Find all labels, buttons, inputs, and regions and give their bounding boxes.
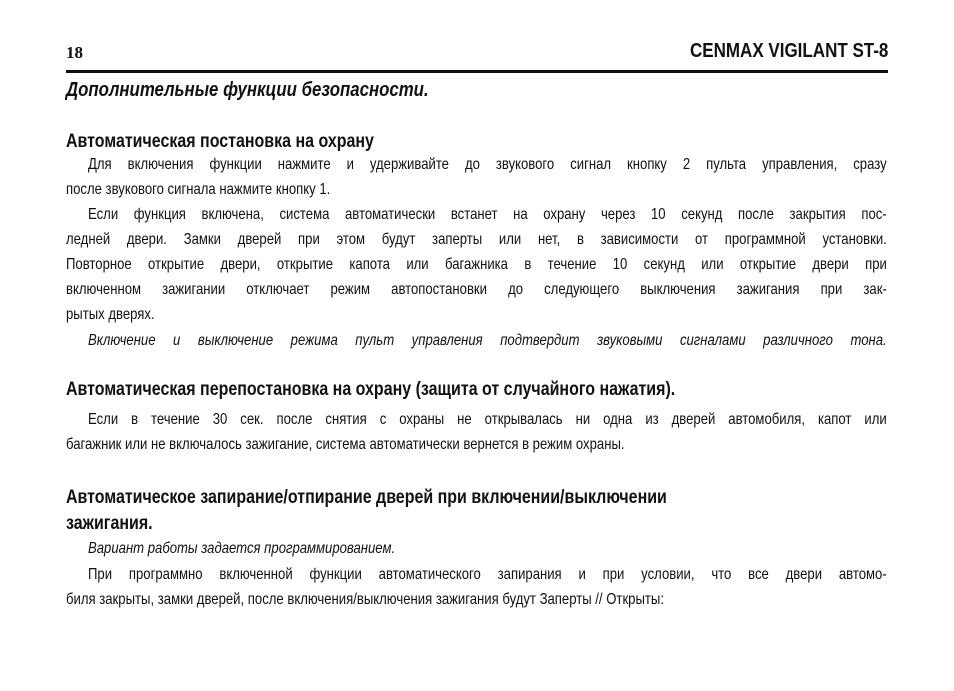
note-line: Включение и выключение режима пульт управления подтвердит звуковыми сигналами различного тона. bbox=[88, 332, 887, 349]
paragraph-line: Повторное открытие двери, открытие капота или багажника в течение 10 секунд или открытие двери при bbox=[66, 256, 887, 273]
brand-title: CENMAX VIGILANT ST-8 bbox=[689, 40, 888, 62]
page-title: Дополнительные функции безопасности. bbox=[66, 78, 429, 101]
paragraph-line: рытых дверях. bbox=[66, 306, 155, 323]
paragraph-line: Если функция включена, система автоматически встанет на охрану через 10 секунд после закрытия пос- bbox=[88, 206, 887, 223]
paragraph-line: ледней двери. Замки дверей при этом будут заперты или нет, в зависимости от программной установки. bbox=[66, 231, 887, 248]
section-heading: Автоматическая перепостановка на охрану (защита от случайного нажатия). bbox=[66, 378, 676, 400]
paragraph-line: биля закрыты, замки дверей, после включения/выключения зажигания будут Заперты // Открыты: bbox=[66, 591, 664, 608]
paragraph-line: багажник или не включалось зажигание, система автоматически вернется в режим охраны. bbox=[66, 436, 625, 453]
paragraph-line: после звукового сигнала нажмите кнопку 1. bbox=[66, 181, 331, 198]
page-number: 18 bbox=[66, 43, 83, 62]
paragraph-line: При программно включенной функции автоматического запирания и при условии, что все двери автомо- bbox=[88, 566, 887, 583]
section-heading: Автоматическая постановка на охрану bbox=[66, 130, 374, 152]
paragraph-line: Если в течение 30 сек. после снятия с охраны не открывалась ни одна из дверей автомобиля, капот или bbox=[88, 411, 887, 428]
section-heading: Автоматическое запирание/отпирание дверей при включении/выключении bbox=[66, 486, 667, 508]
header-rule bbox=[66, 70, 888, 73]
section-heading: зажигания. bbox=[66, 512, 153, 534]
note-line: Вариант работы задается программированием. bbox=[88, 540, 396, 557]
paragraph-line: включенном зажигании отключает режим автопостановки до следующего выключения зажигания при зак- bbox=[66, 281, 887, 298]
paragraph-line: Для включения функции нажмите и удерживайте до звукового сигнал кнопку 2 пульта управления, сразу bbox=[88, 156, 887, 173]
